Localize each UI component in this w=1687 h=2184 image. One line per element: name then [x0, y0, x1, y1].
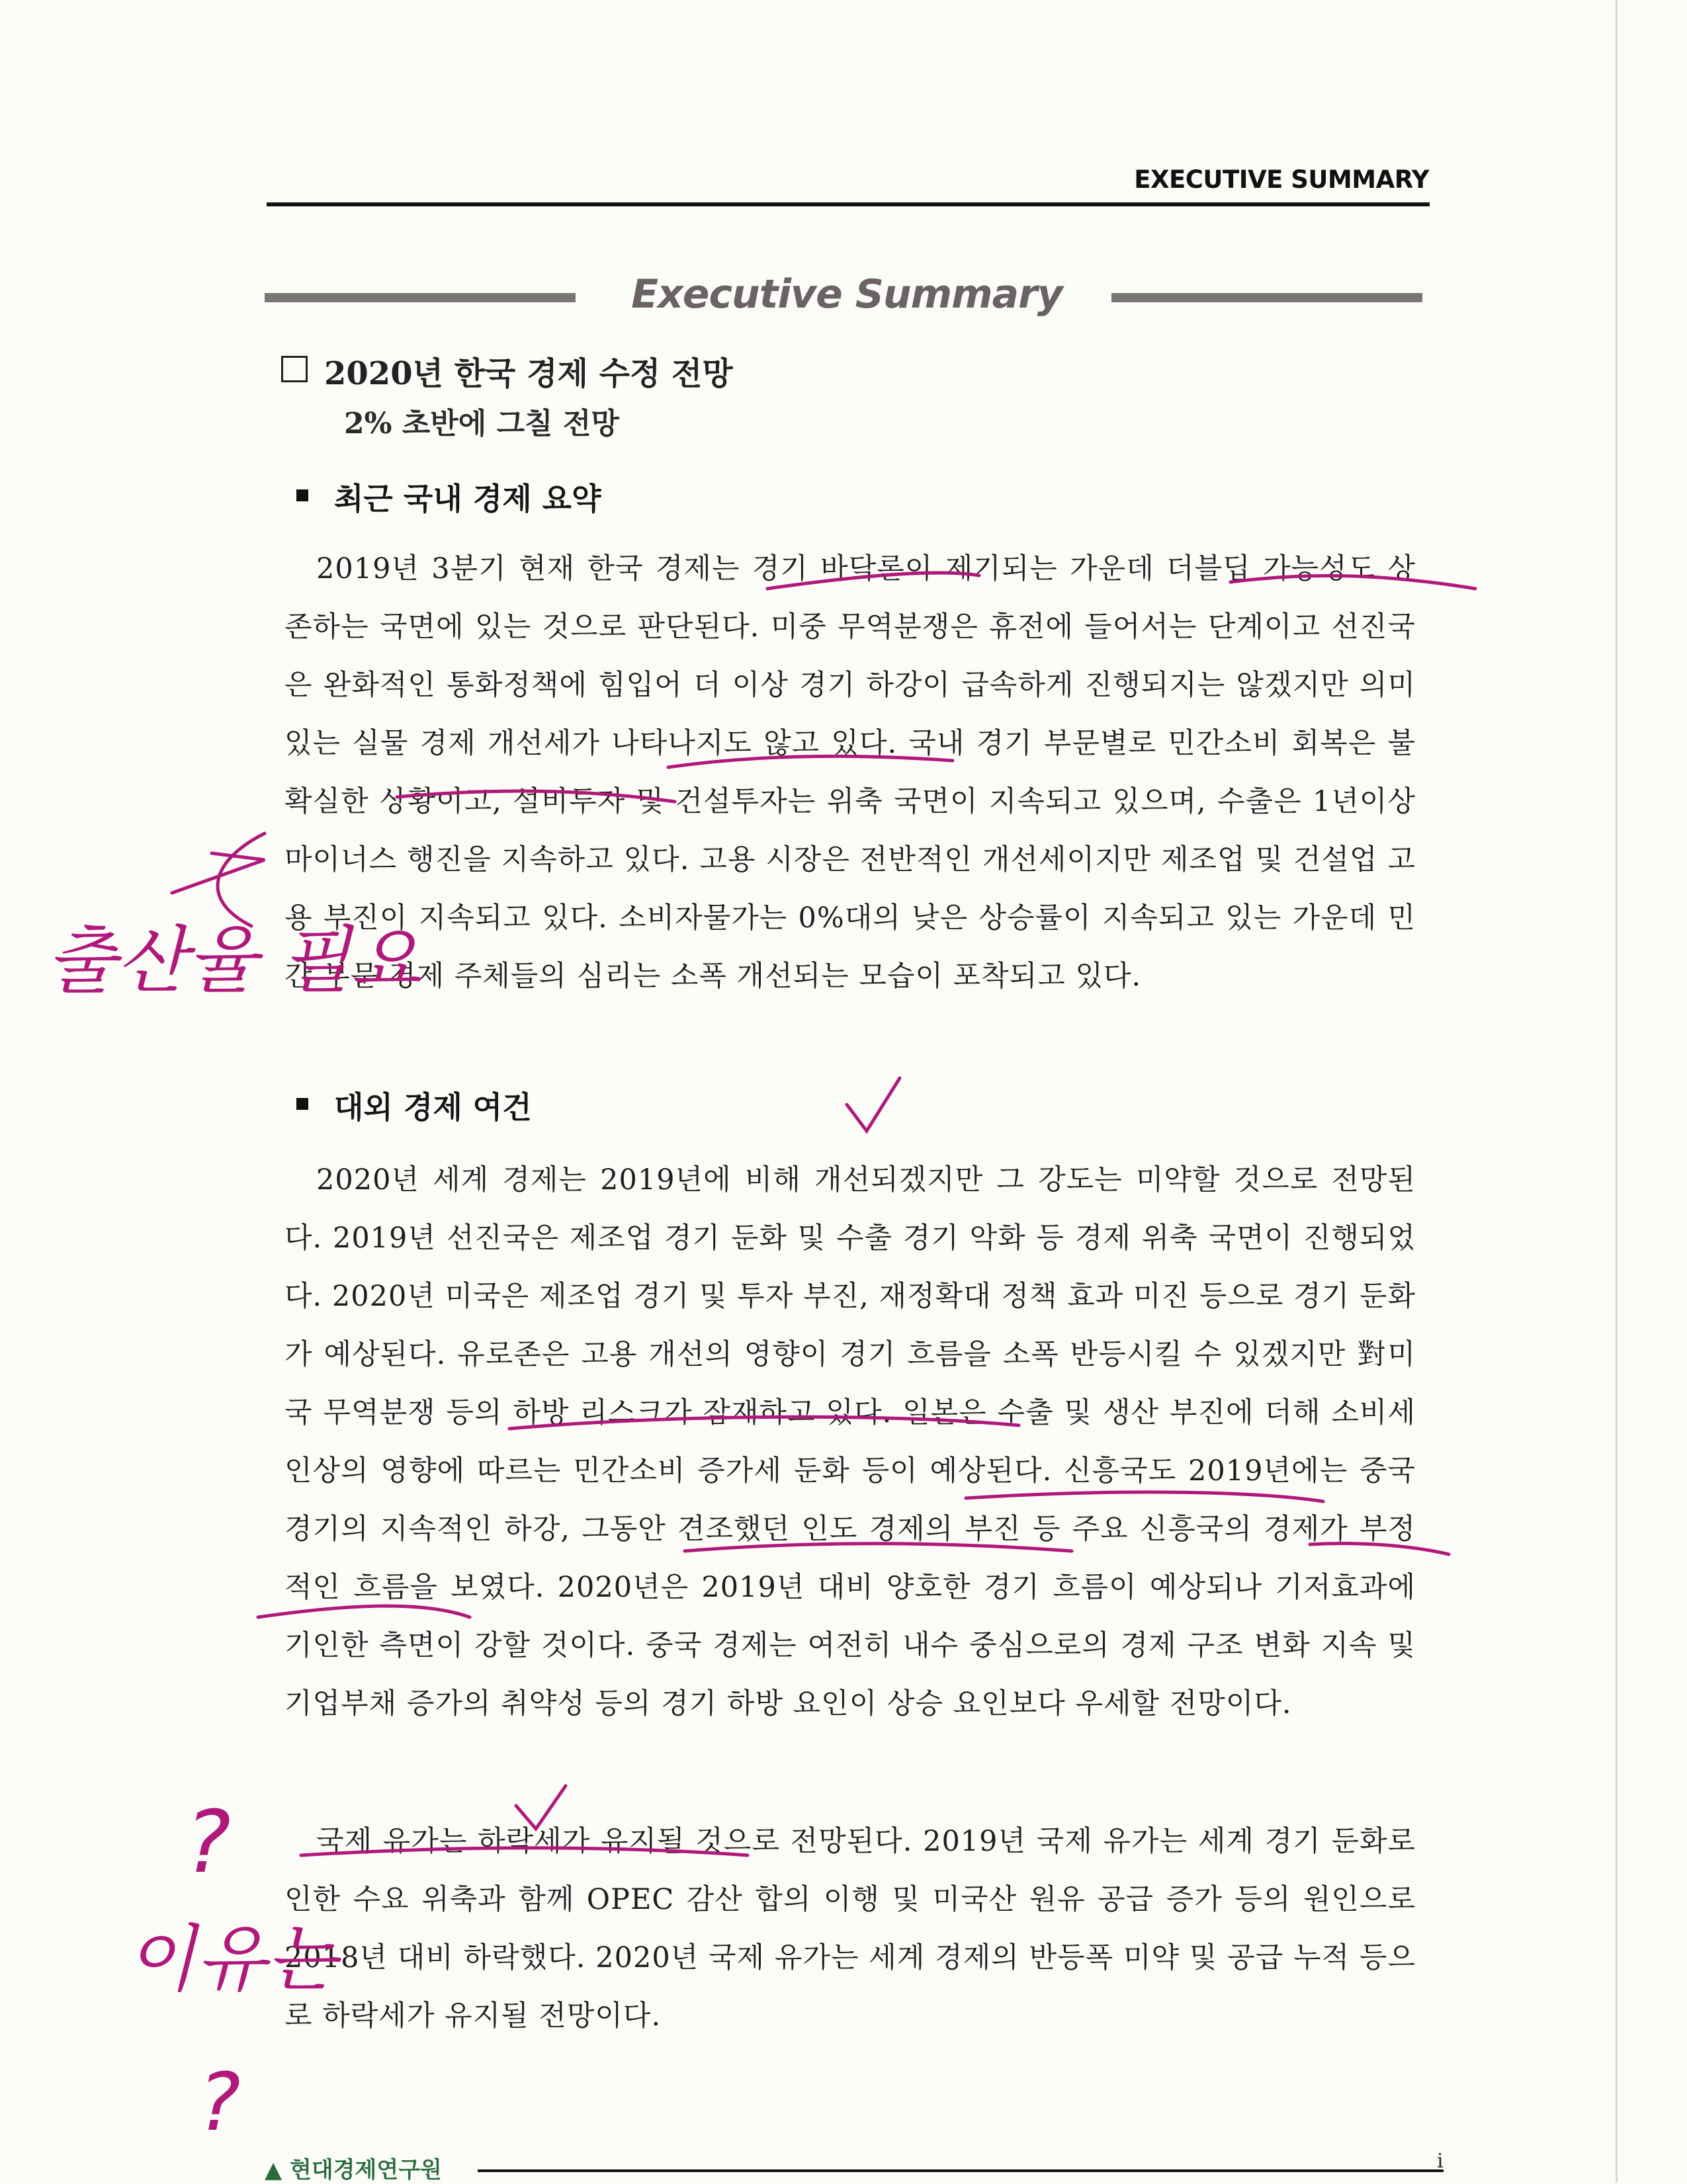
square-bullet-icon — [296, 1098, 308, 1110]
footer-rule — [478, 2169, 1444, 2172]
square-bullet-icon — [296, 489, 308, 501]
paragraph-domestic — [284, 540, 1416, 1005]
checkbox-icon — [281, 356, 308, 382]
note-question-2: ? — [198, 2057, 241, 2149]
note-question-1: ? — [185, 1792, 231, 1892]
paragraph-oil-text: 국제 유가는 하락세가 유지될 것으로 전망된다. 2019년 국제 유가는 세계 경기 둔화로 인한 수요 위축과 함께 OPEC 감산 합의 이행 및 미국산 원유 공급 증가 등의 원인으로 2018년 대비 하락했다. 2020년 국제 유가는 세계 경제의 반등폭 미약 및 공급 누적 등으로 하락세가 유지될 전망이다. — [284, 1825, 1416, 2033]
main-heading: 2020년 한국 경제 수정 전망 — [324, 355, 733, 392]
header-rule — [267, 202, 1430, 206]
page-number: i — [1437, 2150, 1444, 2173]
note-reason: 이유는 — [126, 1917, 337, 2001]
section-heading-external: 대외 경제 여건 — [334, 1089, 532, 1125]
sub-heading: 2% 초반에 그칠 전망 — [344, 407, 619, 441]
paragraph-domestic-text: 2019년 3분기 현재 한국 경제는 경기 바닥론이 제기되는 가운데 더블딥 가능성도 상존하는 국면에 있는 것으로 판단된다. 미중 무역분쟁은 휴전에 들어서는 단계이고 선진국은 완화적인 통화정책에 힘입어 더 이상 경기 하강이 급속하게 진행되지는 않겠지만 의미있는 실물 경제 개선세가 나타나지도 않고 있다. 국내 경기 부문별로 민간소비 회복은 불확실한 상황이고, 설비투자 및 건설투자는 위축 국면이 지속되고 있으며, 수출은 1년이상 마이너스 행진을 지속하고 있다. 고용 시장은 전반적인 개선세이지만 제조업 및 건설업 고용 부진이 지속되고 있다. 소비자물가는 0%대의 낮은 상승률이 지속되고 있는 가운데 민간 부문 경제 주체들의 심리는 소폭 개선되는 모습이 포착되고 있다. — [284, 552, 1416, 993]
document-title: Executive Summary — [631, 271, 1062, 317]
footer-org-logo: ▲ 현대경제연구원 — [265, 2157, 442, 2183]
paragraph-external — [284, 1151, 1416, 1733]
page-edge — [1616, 0, 1618, 2183]
paragraph-external-text: 2020년 세계 경제는 2019년에 비해 개선되겠지만 그 강도는 미약할 것으로 전망된다. 2019년 선진국은 제조업 경기 둔화 및 수출 경기 악화 등 경제 위축 국면이 진행되었다. 2020년 미국은 제조업 경기 및 투자 부진, 재정확대 정책 효과 미진 등으로 경기 둔화가 예상된다. 유로존은 고용 개선의 영향이 경기 흐름을 소폭 반등시킬 수 있겠지만 對미국 무역분쟁 등의 하방 리스크가 잠재하고 있다. 일본은 수출 및 생산 부진에 더해 소비세 인상의 영향에 따르는 민간소비 증가세 둔화 등이 예상된다. 신흥국도 2019년에는 중국 경기의 지속적인 하강, 그동안 견조했던 인도 경제의 부진 등 주요 신흥국의 경제가 부정적인 흐름을 보였다. 2020년은 2019년 대비 양호한 경기 흐름이 예상되나 기저효과에 기인한 측면이 강할 것이다. 중국 경제는 여전히 내수 중심으로의 경제 구조 변화 지속 및 기업부채 증가의 취약성 등의 경기 하방 요인이 상승 요인보다 우세할 전망이다. — [284, 1163, 1416, 1720]
paragraph-oil — [284, 1812, 1416, 2045]
note-birth-rate: 출산율 필요 — [46, 918, 421, 1003]
section-heading-domestic: 최근 국내 경제 요약 — [334, 481, 601, 517]
running-header: EXECUTIVE SUMMARY — [1134, 165, 1429, 194]
